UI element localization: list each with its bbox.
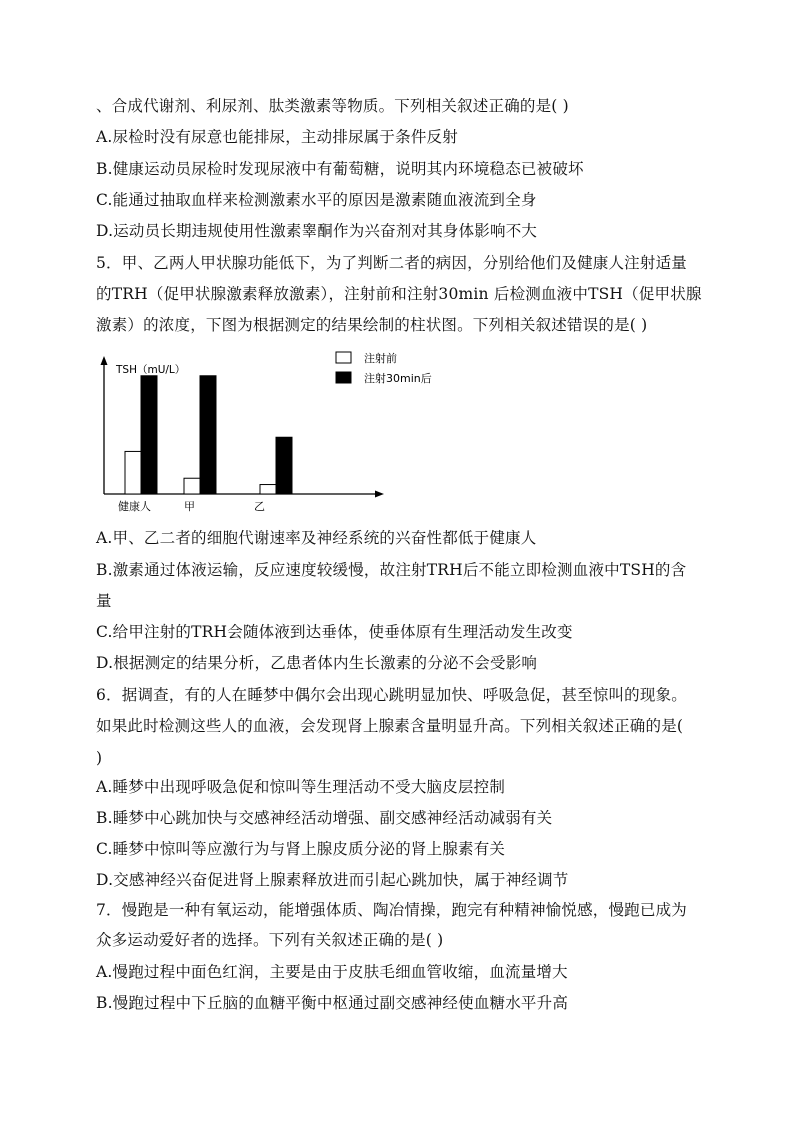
text-line: 的TRH（促甲状腺激素释放激素），注射前和注射30min 后检测血液中TSH（促甲状腺 [96, 285, 702, 303]
bar-before-2 [260, 485, 276, 494]
bar-group [125, 376, 292, 494]
bar-after-0 [141, 376, 157, 494]
bar-after-2 [276, 437, 292, 494]
text-line: C.给甲注射的TRH会随体液到达垂体，使垂体原有生理活动发生改变 [96, 623, 573, 641]
text-line: D.运动员长期违规使用性激素睾酮作为兴奋剂对其身体影响不大 [96, 222, 538, 240]
text-line: A.甲、乙二者的细胞代谢速率及神经系统的兴奋性都低于健康人 [96, 529, 537, 547]
text-line: 如果此时检测这些人的血液，会发现肾上腺素含量明显升高。下列相关叙述正确的是( [96, 717, 684, 735]
y-axis-label: TSH（mU/L） [116, 364, 186, 376]
bar-after-1 [200, 376, 216, 494]
tsh-bar-chart [90, 350, 432, 520]
x-axis-arrow [375, 491, 384, 498]
text-line: A.慢跑过程中面色红润，主要是由于皮肤毛细血管收缩，血流量增大 [96, 963, 568, 981]
text-line: D.交感神经兴奋促进肾上腺素释放进而引起心跳加快，属于神经调节 [96, 871, 569, 889]
text-line: C.能通过抽取血样来检测激素水平的原因是激素随血液流到全身 [96, 191, 537, 209]
text-line: B.激素通过体液运输，反应速度较缓慢，故注射TRH后不能立即检测血液中TSH的含 [96, 561, 687, 579]
legend-label: 注射前 [364, 352, 397, 365]
legend-swatch [336, 372, 351, 383]
text-line: 量 [96, 592, 112, 610]
y-axis-arrow [101, 356, 108, 365]
text-line: 5．甲、乙两人甲状腺功能低下，为了判断二者的病因，分别给他们及健康人注射适量 [96, 254, 687, 272]
text-line: ) [96, 749, 103, 767]
text-line: C.睡梦中惊叫等应激行为与肾上腺皮质分泌的肾上腺素有关 [96, 840, 506, 858]
x-tick-label: 健康人 [118, 500, 151, 513]
x-tick-label: 甲 [184, 500, 195, 513]
text-line: B.健康运动员尿检时发现尿液中有葡萄糖，说明其内环境稳态已被破坏 [96, 160, 584, 178]
x-tick-label: 乙 [254, 500, 265, 513]
text-line: 众多运动爱好者的选择。下列有关叙述正确的是( ) [96, 931, 444, 949]
text-line: D.根据测定的结果分析，乙患者体内生长激素的分泌不会受影响 [96, 654, 538, 672]
chart-legend [336, 351, 432, 385]
text-line: B.慢跑过程中下丘脑的血糖平衡中枢通过副交感神经使血糖水平升高 [96, 994, 569, 1012]
bar-before-0 [125, 451, 141, 494]
text-line: 、合成代谢剂、利尿剂、肽类激素等物质。下列相关叙述正确的是( ) [96, 97, 569, 115]
text-line: A.尿检时没有尿意也能排尿，主动排尿属于条件反射 [96, 128, 458, 146]
text-line: B.睡梦中心跳加快与交感神经活动增强、副交感神经活动减弱有关 [96, 809, 553, 827]
bar-before-1 [184, 478, 200, 494]
legend-swatch [336, 352, 351, 363]
text-line: 6．据调查，有的人在睡梦中偶尔会出现心跳明显加快、呼吸急促，甚至惊叫的现象。 [96, 686, 687, 704]
legend-label: 注射30min后 [364, 372, 432, 385]
x-tick-labels [118, 499, 265, 513]
text-line: A.睡梦中出现呼吸急促和惊叫等生理活动不受大脑皮层控制 [96, 778, 506, 796]
text-line: 7．慢跑是一种有氧运动，能增强体质、陶冶情操，跑完有种精神愉悦感，慢跑已成为 [96, 901, 687, 919]
text-line: 激素）的浓度，下图为根据测定的结果绘制的柱状图。下列相关叙述错误的是( ) [96, 316, 648, 334]
